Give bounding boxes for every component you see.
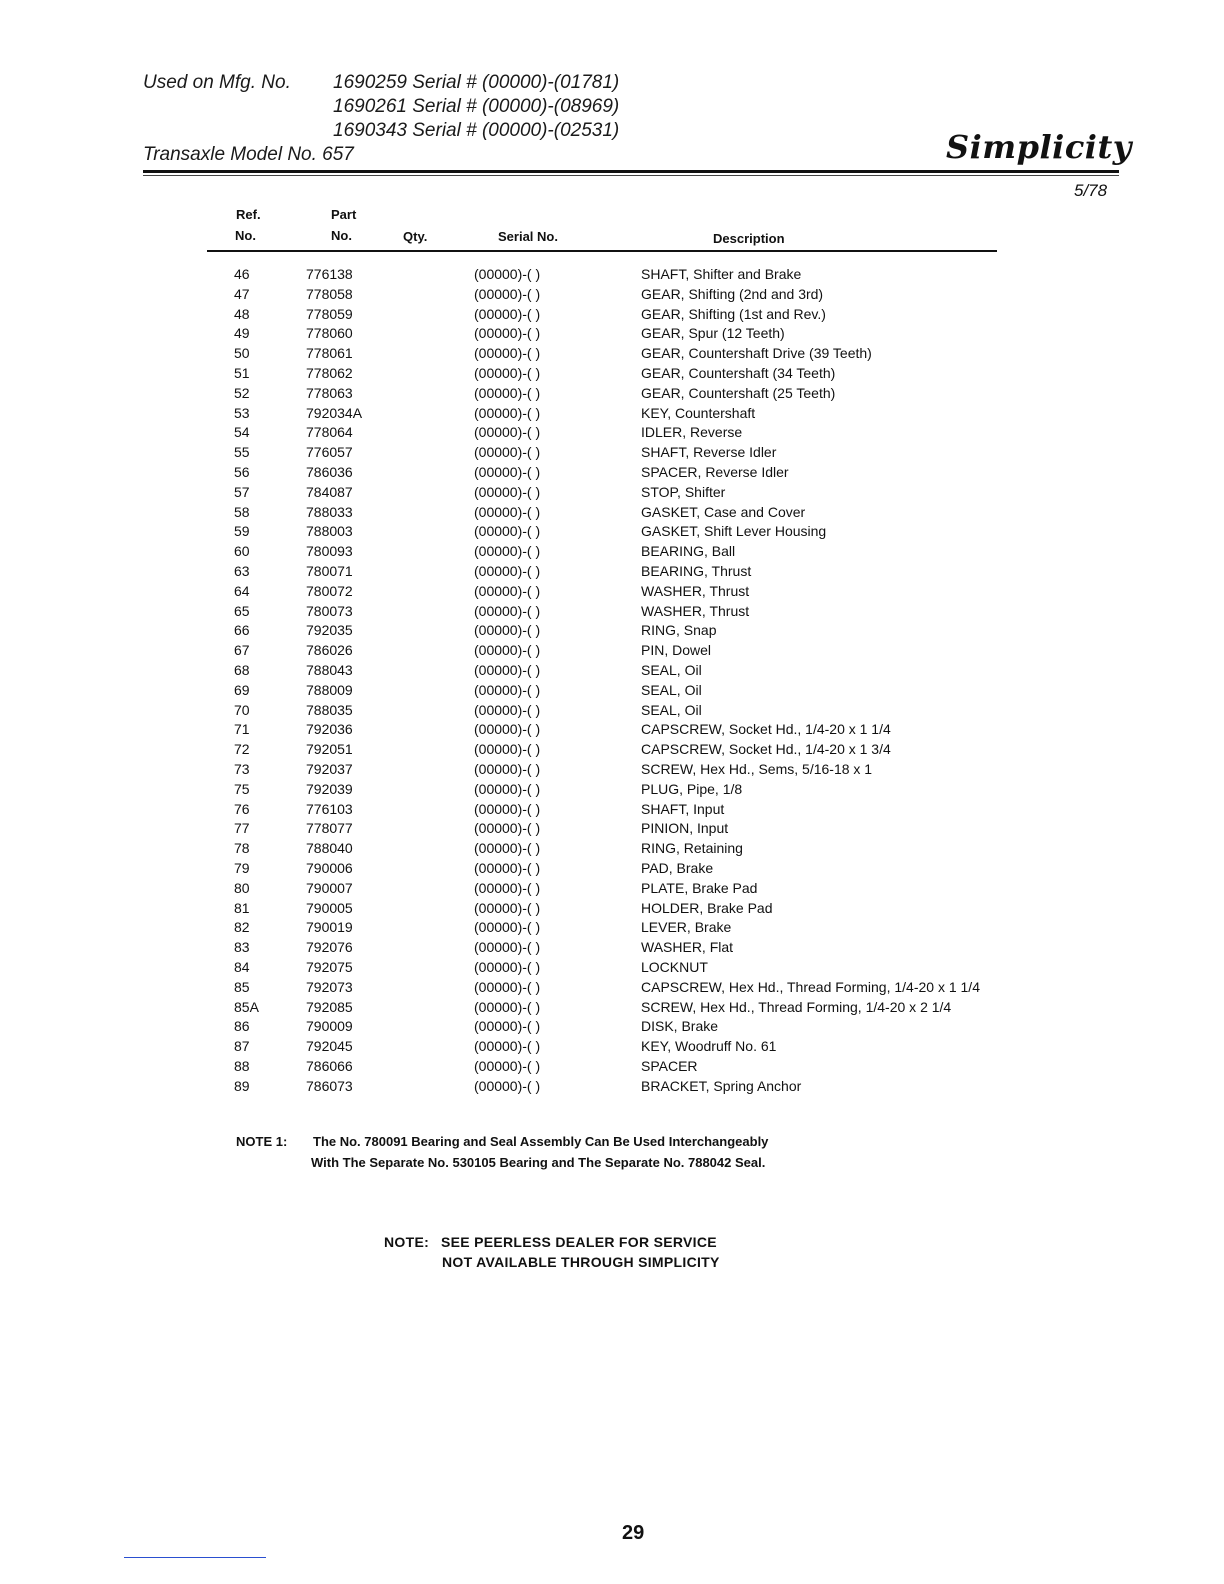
- part-description: SPACER: [641, 1058, 698, 1074]
- part-description: CAPSCREW, Hex Hd., Thread Forming, 1/4-20 x 1 1/4: [641, 978, 980, 995]
- part-description: SCREW, Hex Hd., Sems, 5/16-18 x 1: [641, 761, 873, 777]
- col-qty: Qty.: [403, 229, 428, 244]
- table-row: [0, 900, 1224, 920]
- serial-range: (00000)-( ): [474, 582, 541, 599]
- table-row: [0, 662, 1224, 682]
- mfg-line-3: 1690343 Serial # (00000)-(02531): [333, 120, 620, 141]
- header-rule-thin: [143, 175, 1119, 176]
- table-row: [0, 286, 1224, 306]
- part-description: LOCKNUT: [641, 959, 708, 975]
- part-description: RING, Snap: [641, 622, 717, 639]
- ref-number: 51: [234, 365, 250, 381]
- part-description: CAPSCREW, Socket Hd., 1/4-20 x 1 1/4: [641, 721, 891, 738]
- part-number: 780072: [306, 582, 353, 599]
- table-row: [0, 702, 1224, 722]
- table-row: [0, 385, 1224, 405]
- ref-number: 59: [234, 523, 250, 540]
- table-row: [0, 325, 1224, 345]
- table-row: [0, 622, 1224, 642]
- serial-range: (00000)-( ): [474, 424, 541, 441]
- table-row: [0, 721, 1224, 741]
- ref-number: 52: [234, 384, 250, 401]
- table-row: [0, 919, 1224, 939]
- part-description: SEAL, Oil: [641, 681, 702, 698]
- part-description: BEARING, Thrust: [641, 563, 752, 579]
- part-number: 792051: [306, 741, 353, 758]
- serial-range: (00000)-( ): [474, 701, 541, 718]
- part-number: 788009: [306, 681, 353, 698]
- ref-number: 73: [234, 761, 250, 777]
- ref-number: 64: [234, 582, 250, 599]
- part-number: 792075: [306, 959, 353, 975]
- ref-number: 69: [234, 681, 250, 698]
- table-row: [0, 1038, 1224, 1058]
- part-number: 786073: [306, 1077, 353, 1094]
- brand-logo: Simplicity: [946, 128, 1132, 166]
- part-number: 790019: [306, 919, 353, 936]
- serial-range: (00000)-( ): [474, 345, 541, 362]
- serial-range: (00000)-( ): [474, 998, 541, 1015]
- table-row: [0, 484, 1224, 504]
- table-row: [0, 543, 1224, 563]
- serial-range: (00000)-( ): [474, 523, 541, 540]
- ref-number: 60: [234, 543, 250, 560]
- part-number: 790006: [306, 860, 353, 876]
- part-description: WASHER, Flat: [641, 939, 734, 956]
- note1-line1: The No. 780091 Bearing and Seal Assembly Can Be Used Interchangeably: [313, 1134, 769, 1149]
- part-number: 790009: [306, 1018, 353, 1035]
- used-on-label: Used on Mfg. No.: [143, 72, 291, 93]
- part-description: BEARING, Ball: [641, 543, 736, 560]
- table-row: [0, 959, 1224, 979]
- ref-number: 58: [234, 503, 250, 520]
- part-number: 792035: [306, 622, 353, 639]
- ref-number: 66: [234, 622, 250, 639]
- mfg-line-2: 1690261 Serial # (00000)-(08969): [333, 96, 620, 117]
- table-row: [0, 464, 1224, 484]
- ref-number: 72: [234, 741, 250, 758]
- serial-range: (00000)-( ): [474, 1018, 541, 1035]
- serial-range: (00000)-( ): [474, 879, 541, 896]
- part-description: SCREW, Hex Hd., Thread Forming, 1/4-20 x 2 1/4: [641, 998, 952, 1015]
- part-number: 792034A: [306, 404, 363, 421]
- table-row: [0, 880, 1224, 900]
- part-number: 792076: [306, 939, 353, 956]
- part-number: 776057: [306, 444, 353, 461]
- part-number: 790007: [306, 879, 353, 896]
- serial-range: (00000)-( ): [474, 365, 541, 381]
- part-description: SHAFT, Reverse Idler: [641, 444, 777, 461]
- note1-line2: With The Separate No. 530105 Bearing and The Separate No. 788042 Seal.: [311, 1155, 766, 1170]
- serial-range: (00000)-( ): [474, 642, 541, 659]
- table-row: [0, 801, 1224, 821]
- ref-number: 88: [234, 1058, 250, 1074]
- part-number: 776138: [306, 266, 353, 282]
- ref-number: 54: [234, 424, 250, 441]
- serial-range: (00000)-( ): [474, 285, 541, 302]
- part-description: PINION, Input: [641, 820, 729, 837]
- note2-label: NOTE:: [384, 1234, 430, 1250]
- part-description: GEAR, Shifting (1st and Rev.): [641, 305, 826, 322]
- ref-number: 47: [234, 285, 250, 302]
- serial-range: (00000)-( ): [474, 464, 541, 480]
- note2-line2: NOT AVAILABLE THROUGH SIMPLICITY: [442, 1254, 720, 1270]
- col-description: Description: [713, 231, 785, 246]
- table-row: [0, 781, 1224, 801]
- table-row: [0, 306, 1224, 326]
- part-number: 780071: [306, 563, 353, 579]
- part-number: 788040: [306, 840, 353, 857]
- table-row: [0, 583, 1224, 603]
- part-number: 786036: [306, 464, 353, 480]
- table-row: [0, 405, 1224, 425]
- ref-number: 81: [234, 899, 250, 916]
- part-description: KEY, Countershaft: [641, 404, 756, 421]
- serial-range: (00000)-( ): [474, 681, 541, 698]
- table-row: [0, 345, 1224, 365]
- serial-range: (00000)-( ): [474, 266, 541, 282]
- ref-number: 53: [234, 404, 250, 421]
- ref-number: 77: [234, 820, 250, 837]
- part-description: PIN, Dowel: [641, 642, 712, 659]
- ref-number: 78: [234, 840, 250, 857]
- part-description: PLUG, Pipe, 1/8: [641, 780, 743, 797]
- part-number: 786066: [306, 1058, 353, 1074]
- ref-number: 63: [234, 563, 250, 579]
- part-number: 786026: [306, 642, 353, 659]
- ref-number: 67: [234, 642, 250, 659]
- part-description: GASKET, Shift Lever Housing: [641, 523, 827, 540]
- part-number: 776103: [306, 800, 353, 817]
- part-number: 788033: [306, 503, 353, 520]
- table-row: [0, 1058, 1224, 1078]
- table-row: [0, 603, 1224, 623]
- part-description: PLATE, Brake Pad: [641, 879, 758, 896]
- note1-label: NOTE 1:: [236, 1134, 288, 1149]
- part-description: WASHER, Thrust: [641, 602, 750, 619]
- col-serial: Serial No.: [498, 229, 558, 244]
- serial-range: (00000)-( ): [474, 602, 541, 619]
- ref-number: 65: [234, 602, 250, 619]
- part-description: IDLER, Reverse: [641, 424, 743, 441]
- header-rule: [143, 170, 1119, 173]
- serial-range: (00000)-( ): [474, 780, 541, 797]
- ref-number: 71: [234, 721, 250, 738]
- ref-number: 55: [234, 444, 250, 461]
- part-number: 788035: [306, 701, 353, 718]
- part-description: PAD, Brake: [641, 860, 714, 876]
- mfg-line-1: 1690259 Serial # (00000)-(01781): [333, 72, 620, 93]
- table-row: [0, 860, 1224, 880]
- model-label: Transaxle Model No. 657: [143, 144, 354, 165]
- table-row: [0, 642, 1224, 662]
- serial-range: (00000)-( ): [474, 662, 541, 678]
- table-row: [0, 523, 1224, 543]
- part-number: 792037: [306, 761, 353, 777]
- table-row: [0, 840, 1224, 860]
- part-number: 792073: [306, 978, 353, 995]
- note2-line1: SEE PEERLESS DEALER FOR SERVICE: [441, 1234, 717, 1250]
- part-number: 792045: [306, 1038, 353, 1055]
- table-row: [0, 504, 1224, 524]
- ref-number: 85A: [234, 998, 259, 1015]
- table-row: [0, 820, 1224, 840]
- part-description: LEVER, Brake: [641, 919, 732, 936]
- ref-number: 79: [234, 860, 250, 876]
- serial-range: (00000)-( ): [474, 325, 541, 342]
- serial-range: (00000)-( ): [474, 503, 541, 520]
- serial-range: (00000)-( ): [474, 483, 541, 500]
- serial-range: (00000)-( ): [474, 543, 541, 560]
- ref-number: 56: [234, 464, 250, 480]
- part-description: GEAR, Countershaft (34 Teeth): [641, 365, 836, 381]
- serial-range: (00000)-( ): [474, 899, 541, 916]
- part-description: GASKET, Case and Cover: [641, 503, 806, 520]
- serial-range: (00000)-( ): [474, 800, 541, 817]
- part-number: 792085: [306, 998, 353, 1015]
- part-description: SEAL, Oil: [641, 701, 702, 718]
- footer-rule: [124, 1557, 266, 1558]
- ref-number: 76: [234, 800, 250, 817]
- ref-number: 49: [234, 325, 250, 342]
- page-number: 29: [622, 1522, 645, 1544]
- part-description: GEAR, Shifting (2nd and 3rd): [641, 285, 824, 302]
- table-row: [0, 266, 1224, 286]
- revision-date: 5/78: [1074, 181, 1108, 200]
- part-description: WASHER, Thrust: [641, 582, 750, 599]
- part-number: 778063: [306, 384, 353, 401]
- part-number: 778059: [306, 305, 353, 322]
- ref-number: 87: [234, 1038, 250, 1055]
- part-description: GEAR, Spur (12 Teeth): [641, 325, 785, 342]
- col-ref-line2: No.: [235, 228, 256, 243]
- part-description: HOLDER, Brake Pad: [641, 899, 773, 916]
- ref-number: 68: [234, 662, 250, 678]
- serial-range: (00000)-( ): [474, 919, 541, 936]
- table-row: [0, 1078, 1224, 1098]
- part-description: BRACKET, Spring Anchor: [641, 1077, 802, 1094]
- table-row: [0, 444, 1224, 464]
- part-description: SHAFT, Input: [641, 800, 725, 817]
- ref-number: 84: [234, 959, 250, 975]
- serial-range: (00000)-( ): [474, 404, 541, 421]
- part-number: 788043: [306, 662, 353, 678]
- serial-range: (00000)-( ): [474, 840, 541, 857]
- ref-number: 83: [234, 939, 250, 956]
- part-number: 792039: [306, 780, 353, 797]
- part-description: DISK, Brake: [641, 1018, 719, 1035]
- part-number: 784087: [306, 483, 353, 500]
- part-number: 778061: [306, 345, 353, 362]
- part-number: 790005: [306, 899, 353, 916]
- serial-range: (00000)-( ): [474, 741, 541, 758]
- part-description: GEAR, Countershaft (25 Teeth): [641, 384, 836, 401]
- table-row: [0, 1018, 1224, 1038]
- serial-range: (00000)-( ): [474, 959, 541, 975]
- part-description: KEY, Woodruff No. 61: [641, 1038, 777, 1055]
- part-number: 778062: [306, 365, 353, 381]
- ref-number: 82: [234, 919, 250, 936]
- table-row: [0, 999, 1224, 1019]
- serial-range: (00000)-( ): [474, 384, 541, 401]
- part-number: 778077: [306, 820, 353, 837]
- serial-range: (00000)-( ): [474, 978, 541, 995]
- part-number: 778064: [306, 424, 353, 441]
- part-number: 778058: [306, 285, 353, 302]
- col-part-line1: Part: [331, 207, 357, 222]
- col-ref-line1: Ref.: [236, 207, 261, 222]
- ref-number: 57: [234, 483, 250, 500]
- part-number: 788003: [306, 523, 353, 540]
- serial-range: (00000)-( ): [474, 1038, 541, 1055]
- serial-range: (00000)-( ): [474, 622, 541, 639]
- serial-range: (00000)-( ): [474, 305, 541, 322]
- table-row: [0, 741, 1224, 761]
- table-row: [0, 979, 1224, 999]
- ref-number: 80: [234, 879, 250, 896]
- serial-range: (00000)-( ): [474, 761, 541, 777]
- serial-range: (00000)-( ): [474, 563, 541, 579]
- ref-number: 85: [234, 978, 250, 995]
- part-description: RING, Retaining: [641, 840, 743, 857]
- table-row: [0, 761, 1224, 781]
- part-number: 778060: [306, 325, 353, 342]
- part-number: 780093: [306, 543, 353, 560]
- serial-range: (00000)-( ): [474, 820, 541, 837]
- part-description: SPACER, Reverse Idler: [641, 464, 789, 480]
- serial-range: (00000)-( ): [474, 721, 541, 738]
- table-row: [0, 424, 1224, 444]
- serial-range: (00000)-( ): [474, 1058, 541, 1074]
- column-rule: [207, 250, 997, 252]
- serial-range: (00000)-( ): [474, 1077, 541, 1094]
- part-description: CAPSCREW, Socket Hd., 1/4-20 x 1 3/4: [641, 741, 891, 758]
- serial-range: (00000)-( ): [474, 444, 541, 461]
- part-number: 780073: [306, 602, 353, 619]
- part-number: 792036: [306, 721, 353, 738]
- ref-number: 89: [234, 1077, 250, 1094]
- part-description: GEAR, Countershaft Drive (39 Teeth): [641, 345, 872, 362]
- serial-range: (00000)-( ): [474, 860, 541, 876]
- ref-number: 86: [234, 1018, 250, 1035]
- ref-number: 46: [234, 266, 250, 282]
- ref-number: 75: [234, 780, 250, 797]
- part-description: STOP, Shifter: [641, 483, 726, 500]
- part-description: SHAFT, Shifter and Brake: [641, 266, 802, 282]
- table-row: [0, 939, 1224, 959]
- part-description: SEAL, Oil: [641, 662, 702, 678]
- ref-number: 48: [234, 305, 250, 322]
- ref-number: 70: [234, 701, 250, 718]
- table-row: [0, 563, 1224, 583]
- serial-range: (00000)-( ): [474, 939, 541, 956]
- ref-number: 50: [234, 345, 250, 362]
- col-part-line2: No.: [331, 228, 352, 243]
- table-row: [0, 682, 1224, 702]
- table-row: [0, 365, 1224, 385]
